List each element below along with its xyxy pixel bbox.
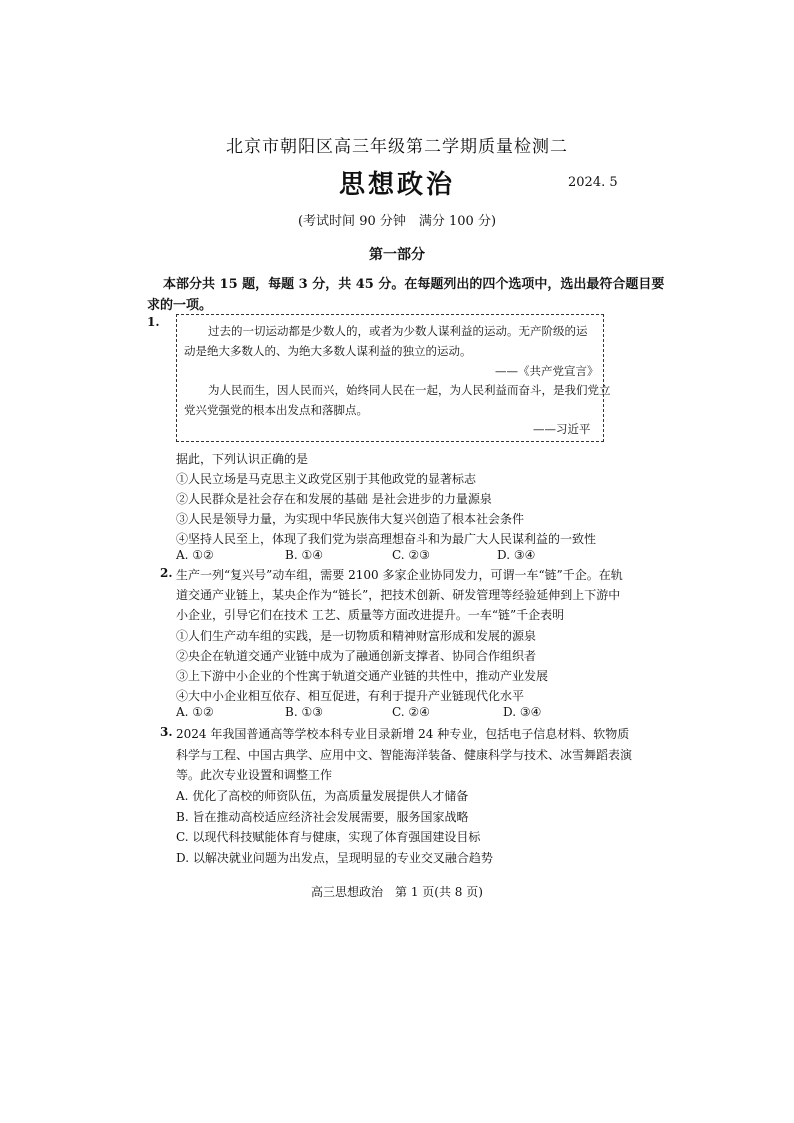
q2-option-a[interactable]: A. ①② [176, 705, 214, 719]
question-1-stem: 据此，下列认识正确的是 [176, 452, 309, 466]
exam-info: (考试时间 90 分钟 满分 100 分) [297, 214, 497, 229]
q2-option-d[interactable]: D. ③④ [503, 705, 542, 719]
instruction-line-1: 本部分共 15 题，每题 3 分，共 45 分。在每题列出的四个选项中，选出最符合题目要 [163, 277, 665, 292]
q3-choice-d[interactable]: D. 以解决就业问题为出发点，呈现明显的专业交叉融合趋势 [176, 851, 493, 865]
q2-stem-line: 道交通产业链上，某央企作为“链长”，把技术创新、研发管理等经验延伸到上下游中 [176, 588, 621, 602]
subject-title: 思想政治 [338, 170, 455, 200]
q3-choice-c[interactable]: C. 以现代科技赋能体育与健康，实现了体育强国建设目标 [176, 830, 481, 844]
q2-statement: ②央企在轨道交通产业链中成为了融通创新支撑者、协同合作组织者 [176, 649, 537, 663]
quote-2-source: ——习近平 [533, 422, 591, 436]
q1-option-d[interactable]: D. ③④ [497, 548, 536, 562]
q2-option-c[interactable]: C. ②④ [392, 705, 430, 719]
q2-statement: ①人们生产动车组的实践，是一切物质和精神财富形成和发展的源泉 [176, 629, 537, 643]
question-1-number: 1. [147, 315, 160, 329]
instruction-line-2: 求的一项。 [147, 298, 213, 313]
q1-option-c[interactable]: C. ②③ [392, 548, 430, 562]
q2-option-b[interactable]: B. ①③ [285, 705, 323, 719]
q2-statement: ④大中小企业相互依存、相互促进，有利于提升产业链现代化水平 [176, 689, 525, 703]
q1-option-a[interactable]: A. ①② [176, 548, 214, 562]
question-3-number: 3. [160, 725, 173, 739]
q3-choice-a[interactable]: A. 优化了高校的师资队伍，为高质量发展提供人才储备 [176, 789, 469, 803]
q2-statement: ③上下游中小企业的个性寓于轨道交通产业链的共性中，推动产业发展 [176, 669, 549, 683]
exam-title: 北京市朝阳区高三年级第二学期质量检测二 [226, 137, 568, 157]
exam-date: 2024. 5 [568, 175, 618, 190]
q1-statement: ④坚持人民至上，体现了我们党为崇高理想奋斗和为最广大人民谋利益的一致性 [176, 532, 597, 546]
quote-1-line-2: 动是绝大多数人的、为绝大多数人谋利益的独立的运动。 [184, 344, 472, 358]
q1-statement: ②人民群众是社会存在和发展的基础 是社会进步的力量源泉 [176, 492, 492, 506]
q3-stem-line: 科学与工程、中国古典学、应用中文、智能海洋装备、健康科学与技术、冰雪舞蹈表演 [176, 748, 633, 762]
q3-stem-line: 2024 年我国普通高等学校本科专业目录新增 24 种专业，包括电子信息材料、软物质 [176, 727, 630, 741]
question-2-number: 2. [160, 566, 173, 580]
quote-1-source: ——《共产党宣言》 [495, 364, 599, 378]
q2-stem-line: 生产一列“复兴号”动车组，需要 2100 多家企业协同发力，可谓一车“链”千企。在轨 [176, 568, 623, 582]
page-footer: 高三思想政治 第 1 页(共 8 页) [311, 885, 483, 899]
q3-choice-b[interactable]: B. 旨在推动高校适应经济社会发展需要，服务国家战略 [176, 810, 469, 824]
quote-2-line-2: 党兴党强党的根本出发点和落脚点。 [184, 403, 368, 417]
quote-1-line-1: 过去的一切运动都是少数人的，或者为少数人谋利益的运动。无产阶级的运 [208, 324, 588, 338]
q2-stem-line: 小企业，引导它们在技术 工艺、质量等方面改进提升。一车“链”千企表明 [176, 608, 565, 622]
q1-option-b[interactable]: B. ①④ [285, 548, 323, 562]
q3-stem-line: 等。此次专业设置和调整工作 [176, 768, 333, 782]
part-title: 第一部分 [369, 247, 425, 263]
quote-2-line-1: 为人民而生，因人民而兴，始终同人民在一起，为人民利益而奋斗，是我们党立 [208, 383, 611, 397]
q1-statement: ③人民是领导力量，为实现中华民族伟大复兴创造了根本社会条件 [176, 512, 525, 526]
q1-statement: ①人民立场是马克思主义政党区别于其他政党的显著标志 [176, 472, 477, 486]
